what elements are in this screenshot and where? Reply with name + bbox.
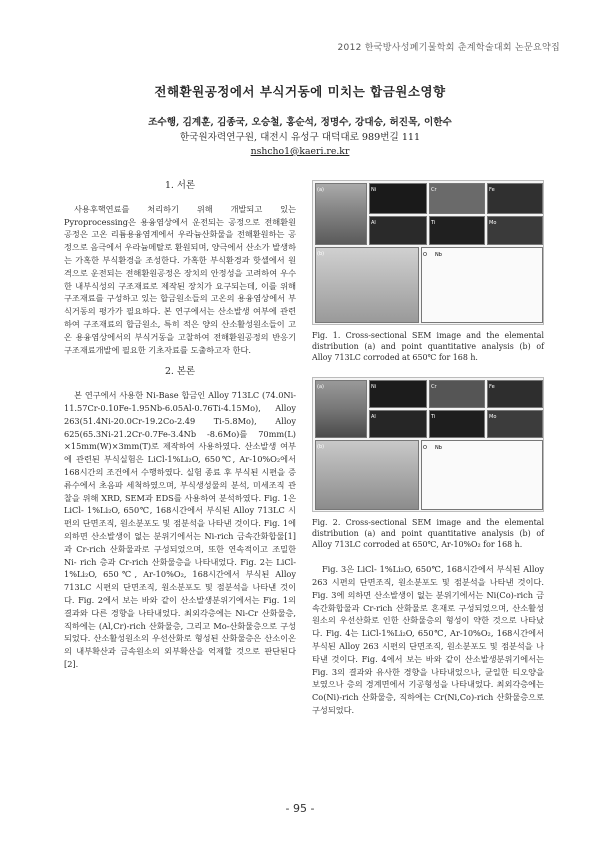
- page-number: - 95 -: [285, 802, 315, 815]
- element-label: Ni: [371, 187, 377, 193]
- element-map: [369, 410, 427, 438]
- element-label: Ti: [431, 220, 436, 226]
- section-heading-body: 2. 본론: [164, 366, 196, 378]
- author-email[interactable]: nshcho1@kaeri.re.kr: [250, 146, 350, 157]
- element-label: Ni: [371, 383, 377, 390]
- element-map: [369, 380, 427, 408]
- figure-2: [312, 377, 544, 512]
- author-block: [0, 116, 600, 160]
- figure-1-caption: Fig. 1. Cross-sectional SEM image and the elemental distribution (a) and point quantitative analysis (b) of Alloy 713LC corroded at 650℃ for 168 h.: [312, 331, 544, 363]
- body-paragraph-left: 본 연구에서 사용한 Ni-Base 합금인 Alloy 713LC (74.0Ni-11.57Cr-0.10Fe-1.95Nb-6.05Al-0.76Ti-4.15Mo), Alloy 263(51.4Ni-20.0Cr-19.2Co-2.49 Ti-5.8Mo), Alloy 625(65.3Ni-21.2Cr-0.7Fe-3.4Nb -8.6Mo)를 70mm(L) ×15mm(W)×3mm(T)로 제작하여 사용하였다. 산소발생 여부에 관련된 부식실험은 LiCl-1%Li₂O, 650℃, Ar-10%O₂에서 168시간의 조건에서 수행하였다. 실험 종료 후 부식된 시편을 증류수에서 초음파 세척하였으며, 부식생성물의 분석, 미세조직 관찰을 위해 XRD, SEM과 EDS를 사용하여 분석하였다. Fig. 1은 LiCl- 1%Li₂O, 650℃, 168시간에서 부식된 Alloy 713LC 시편의 단면조직, 원소분포도 및 점분석을 나타낸 것이다. Fig. 1에 의하면 산소발생이 없는 분위기에서는 Ni-rich 금속간화합물[1]과 Cr-rich 산화물과로 구성되었으며, 또한 연속적이고 조밀한 Ni- rich 층과 Cr-rich 산화물층을 나타내었다. Fig. 2는 LiCl-1%Li₂O, 650℃, Ar-10%O₂, 168시간에서 부식된 Alloy 713LC 시편의 단면조직, 원소분포도 및 점분석을 나타낸 것이다. Fig. 2에서 보는 바와 같이 산소발생분위기에서는 Fig. 1의 결과와 다른 경향을 나타내었다. 최외각층에는 Ni-Cr 산화물층, 직하에는 (Al,Cr)-rich 산화물층, 그리고 Mo-산화물층으로 구성되었다. 산소활성원소의 우선산화로 형성된 산화물층은 산소이온의 내부확산과 금속원소의 외부확산을 억제할 것으로 판단된다[2].: [64, 390, 296, 669]
- right-column: [312, 180, 544, 725]
- element-label: O: [423, 252, 427, 258]
- element-map: [429, 410, 485, 438]
- figure-1: [312, 180, 544, 325]
- body-paragraph-right: Fig. 3은 LiCl- 1%Li₂O, 650℃, 168시간에서 부식된 Alloy 263 시편의 단면조직, 원소분포도 및 점분석을 나타낸 것이다. Fig. 3에 의하면 산소발생이 없는 분위기에서는 Ni(Co)-rich 금속간화합물과 Cr-rich 산화물로 혼재로 구성되었으며, 산소활성원소의 우선산화로 인한 산화물층의 형성이 약한 것으로 나타났다. Fig. 4는 LiCl-1%Li₂O, 650℃, Ar-10%O₂, 168시간에서 부식된 Alloy 263 시편의 단면조직, 원소분포도 및 점분석을 나타낸 것이다. Fig. 4에서 보는 바와 같이 산소발생분위기에서는 Fig. 3의 결과와 유사한 경향을 나타내었으나, 균일한 티오양을 보였으나 층의 경계면에서 기공형성을 나타내었다. 최외각층에는 Co(Ni)-rich 산화물층, 직하에는 Cr(Ni,Co)-rich 산화물층으로 구성되었다.: [312, 564, 544, 715]
- element-label: Fe: [489, 383, 495, 390]
- author-list: 조수행, 김계훈, 김종국, 오승철, 홍순석, 정명수, 강대승, 허진목, 이한수: [148, 117, 452, 128]
- element-map: [429, 380, 485, 408]
- element-label: Cr: [431, 383, 437, 390]
- element-label: Al: [371, 220, 376, 226]
- panel-label-b: (b): [317, 251, 325, 257]
- affiliation: 한국원자력연구원, 대전시 유성구 대덕대로 989번길 111: [179, 131, 421, 143]
- element-map: [487, 183, 543, 214]
- element-label: Nb: [435, 252, 442, 258]
- paper-title: 전해환원공정에서 부식거동에 미치는 합금원소영향: [154, 84, 446, 99]
- left-column: [64, 180, 296, 679]
- panel-label-b: (b): [317, 443, 325, 450]
- element-label: Mo: [489, 220, 497, 226]
- panel-label-a: (a): [317, 383, 324, 390]
- element-label: Cr: [431, 187, 437, 193]
- point-analysis-image: [315, 440, 419, 510]
- element-label: O: [423, 444, 427, 451]
- element-label: Mo: [489, 413, 497, 420]
- element-map: [429, 216, 485, 245]
- element-label: Nb: [435, 444, 442, 451]
- running-head: 2012 한국방사성폐기물학회 춘계학술대회 논문요약집: [337, 43, 560, 53]
- element-map: [369, 183, 427, 214]
- figure-2-caption: Fig. 2. Cross-sectional SEM image and the elemental distribution (a) and point quantitative analysis (b) of Alloy 713LC corroded at 650℃, Ar-10%O₂ for 168 h.: [312, 517, 544, 550]
- element-label: Al: [371, 413, 376, 420]
- element-label: Ti: [431, 413, 436, 420]
- element-map: [369, 216, 427, 245]
- element-map: [487, 380, 543, 408]
- element-map: [429, 183, 485, 214]
- panel-label-a: (a): [317, 187, 324, 193]
- point-analysis-image: [315, 247, 419, 323]
- element-label: Fe: [489, 187, 495, 193]
- section-heading-intro: 1. 서론: [164, 180, 196, 191]
- intro-paragraph: 사용후핵연료를 처리하기 위해 개발되고 있는 Pyroprocessing은 용융염상에서 운전되는 공정으로 전해환원공정은 고온 리튬용융염계에서 우라늄산화물을 전해환원하는 공정으로 음극에서 우라늄메탈로 환원되며, 양극에서 산소가 발생하는 가혹한 부식환경을 조성한다. 가혹한 부식환경과 핫셀에서 원격으로 운전되는 전해환원공정은 장치의 안정성을 고려하여 우수한 내부식성의 구조재료로 제작된 장치가 요구되는데, 이를 위해 구조재료를 구성하고 있는 합금원소들의 고온의 용융염상에서 부식거동의 평가가 필요하다. 본 연구에서는 산소발생 여부에 관련하여 구조재료의 합금원소, 특히 적은 양의 산소활성원소들이 고온 용융염상에서의 부식거동을 고찰하여 전해환원공정의 반응기 구조재료개발에 필요한 기초자료를 도출하고자 한다.: [64, 203, 296, 355]
